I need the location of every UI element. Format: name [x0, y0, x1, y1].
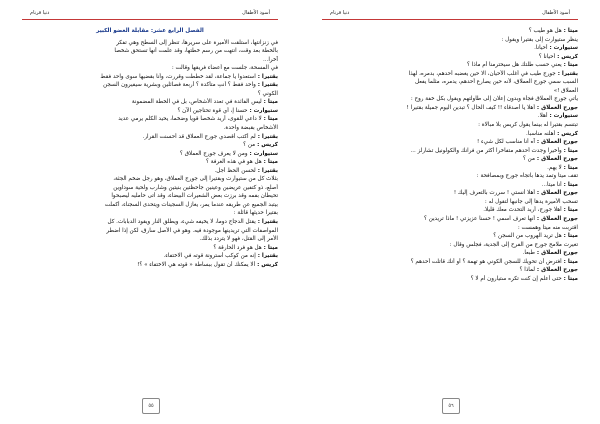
text-line — [322, 104, 578, 113]
text-lines — [22, 39, 278, 270]
speaker-name: ميتا : — [561, 164, 578, 171]
text-line — [22, 39, 278, 48]
text-line — [22, 175, 278, 184]
text-line — [322, 215, 578, 224]
right-page — [300, 0, 600, 424]
text-line — [322, 36, 578, 45]
text-line — [322, 130, 578, 139]
text-line — [322, 95, 578, 104]
page-number: ٥٦ — [442, 398, 460, 414]
line-text: ينظر ستيوارت إلى بقتيرا ويقول : — [501, 36, 578, 43]
chapter-title: الفصل الرابع عشر: مقابلة العضو الكبير — [96, 28, 204, 34]
text-line — [322, 275, 578, 284]
line-text: بثلاث كل من ستيوارت وبقتيرا إلى جورج العملاق، وهو رجل ضخم الجثة، — [113, 176, 278, 183]
text-line — [22, 244, 278, 253]
header-author: دنيا قرنام — [30, 10, 50, 16]
speaker-name: بقتيرا : — [255, 82, 278, 89]
text-line — [322, 155, 578, 164]
line-text: ومن لا يعرف جورج العملاق ؟ — [179, 150, 248, 157]
speaker-name: ميتا : — [561, 181, 578, 188]
text-line — [22, 115, 278, 124]
line-text: اقتربت منه ميتا وهمست : — [517, 224, 578, 231]
text-line — [22, 133, 278, 142]
text-line — [22, 209, 278, 218]
speaker-name: بقتيرا : — [555, 70, 578, 77]
line-text: لماذا ؟ — [519, 267, 535, 274]
line-text: يأتي جورج العملاق فجأة وبدون إعلان إلى طاولتهم ويقول بكل خفة روح : — [410, 96, 578, 103]
line-text: هل تريد الهروب من السجن ؟ — [493, 233, 562, 240]
line-text: الأمر إلى القتل، فهو لا يتردد بذلك. — [199, 236, 278, 243]
line-text: أصلع، ذو كتفين عريضين وعينين جاحظتين بنيتين وشارب ولحية سوداوين — [113, 184, 278, 191]
speaker-name: ميتا : — [561, 147, 578, 154]
line-text: استعدوا يا جماعة، لقد خططت وقررت، وأنا بقضيها سوى واحد فقط — [100, 73, 256, 80]
line-text: أهلا. — [537, 113, 548, 120]
text-line — [322, 249, 578, 258]
speaker-name: ميتا : — [261, 159, 278, 166]
speaker-name: بقتيرا : — [255, 73, 278, 80]
speaker-name: كريس : — [555, 130, 578, 137]
text-line — [22, 98, 278, 107]
text-line — [22, 141, 278, 150]
text-line — [322, 87, 578, 96]
speaker-name: جورج العملاق : — [534, 190, 578, 197]
page-number: ٥٥ — [142, 398, 160, 414]
text-line — [22, 47, 278, 56]
speaker-name: ميتا : — [261, 99, 278, 106]
text-line — [22, 184, 278, 193]
line-text: جورج طيب في أغلب الأحيان، الا حين يغضبه أحدهم، بدمره، لهذا — [408, 70, 556, 77]
line-text: واحد فقط ؟ أنتِ متأكدة ؟ أربعة فصائلين وبشرية سيفيرون السجن — [103, 82, 256, 89]
text-line — [322, 206, 578, 215]
line-text: آه أنا مناسب لكل شيء ! — [476, 139, 535, 146]
line-text: لا يهم. — [547, 164, 562, 171]
text-line — [322, 138, 578, 147]
speaker-name: بقتيرا : — [255, 219, 278, 226]
line-text: تحيطان بفمه وقد برزت بعض الشعيرات البيضاء، وقد أتى حامليه ليصبحوا — [111, 193, 278, 200]
speaker-name: ستيوارت : — [247, 150, 278, 157]
speaker-name: ميتا : — [561, 258, 578, 265]
text-line — [322, 147, 578, 156]
speaker-name: بقتيرا : — [255, 253, 278, 260]
speaker-name: ميتا : — [561, 233, 578, 240]
line-text: في المسحة، جلست مع أعضاء فريقها وقالت : — [171, 65, 278, 72]
text-line — [22, 81, 278, 90]
text-line — [322, 78, 578, 87]
line-text: بالخطة بعد وقت، انتهت من رسم خطتها، وقد علمت أنها تستحق شخصا — [114, 48, 278, 55]
text-line — [322, 198, 578, 207]
line-text: العملاق !» — [553, 87, 578, 94]
text-line — [22, 227, 278, 236]
text-line — [322, 44, 578, 53]
line-text: الكوني ؟ — [257, 90, 278, 97]
speaker-name: ستيوارت : — [547, 45, 578, 52]
text-line — [22, 124, 278, 133]
text-line — [22, 90, 278, 99]
line-text: أهلنه مناسبا. — [526, 130, 556, 137]
line-text: حسنا إ، أي قوة تحتاجين الآن ؟ — [177, 107, 248, 114]
text-lines — [322, 27, 578, 283]
text-line — [322, 232, 578, 241]
line-text: أحيانا ؟ — [538, 53, 556, 60]
line-text: أهلا أنستي ! سررت بالتعرف إليك ! — [453, 190, 535, 197]
page-body — [322, 27, 578, 390]
speaker-name: ميتا : — [561, 62, 578, 69]
line-text: أهلا جورج، أريد التحدث معك قليلا. — [483, 207, 562, 214]
speaker-name: كريس : — [255, 261, 278, 268]
line-text: من ؟ — [243, 142, 256, 149]
header-divider — [22, 19, 278, 20]
speaker-name: بقتيرا : — [255, 133, 278, 140]
line-text: لحسن الحظ أجل. — [214, 167, 256, 174]
speaker-name: جورج العملاق : — [534, 139, 578, 146]
line-text: هل هو فرد الحارقة ؟ — [213, 244, 262, 251]
text-line — [322, 241, 578, 250]
text-line — [322, 224, 578, 233]
text-line — [322, 53, 578, 62]
text-line — [22, 201, 278, 210]
speaker-name: كريس : — [255, 142, 278, 149]
text-line — [22, 261, 278, 270]
text-line — [22, 167, 278, 176]
text-line — [322, 121, 578, 130]
text-line — [22, 73, 278, 82]
line-text: هل هو في هذه الغرفة ؟ — [205, 159, 262, 166]
speaker-name: ميتا : — [561, 207, 578, 214]
speaker-name: جورج العملاق : — [534, 267, 578, 274]
line-text: الأشخاص بقبضة واحدة. — [223, 125, 278, 132]
text-line — [22, 192, 278, 201]
text-line — [322, 258, 578, 267]
line-text: بيتبد الجميع عن طريقه عندما يمر، يغازل السجينات ويتحدى السجناء، أكملت — [104, 201, 278, 208]
text-line — [322, 61, 578, 70]
speaker-name: ميتا : — [261, 244, 278, 251]
line-text: تسحب الأميرة يدها إلى جانبها لتقول له : — [484, 198, 578, 205]
line-text: إنه من كوكب أسترونة قوته في الاختفاء. — [163, 253, 256, 260]
speaker-name: ستيوارت : — [247, 107, 278, 114]
line-text: لم أكتب أقصدي جورج العملاق قد أحسنت القرار. — [142, 133, 256, 140]
text-line — [22, 56, 278, 65]
line-text: وأخيرا وجدت أحدهم متفاخرا أكثر من فرانك والكولونيل تشارلز ... — [410, 147, 562, 154]
text-line — [22, 218, 278, 227]
speaker-name: جورج العملاق : — [534, 250, 578, 257]
text-line — [22, 158, 278, 167]
line-text: ليس الفائدة في تعدد الأشخاص، بل في الخطة المضمونة — [131, 99, 262, 106]
line-text: بقتيرا حديثها قائلة : — [233, 210, 278, 217]
line-text: يعني حسب طلتك هل سيحترمنا أم ماذا ؟ — [466, 62, 562, 69]
line-text: أهلا يا أصدقاء !! كيف الحال ؟ تبدين اليوم جميلة بقتيرا ! — [406, 104, 535, 111]
page-body — [22, 27, 278, 390]
text-line — [22, 107, 278, 116]
line-text: تبتسم بقتيرا له بينما يقول كريس بلا مبالاة : — [478, 122, 578, 129]
text-line — [22, 252, 278, 261]
text-line — [22, 150, 278, 159]
line-text: لا داعي للقوى، أريد شخصا قويا وضخما، يحيد الكلم يرمي عديد — [118, 116, 262, 123]
speaker-name: بقتيرا : — [255, 167, 278, 174]
line-text: أنا ميتا... — [541, 181, 562, 188]
line-text: أنها تعرف اسمي ! حسنا عزيزتي ! ماذا تريدين ؟ — [424, 216, 535, 223]
speaker-name: كريس : — [555, 53, 578, 60]
line-text: من ؟ — [522, 156, 535, 163]
text-line — [322, 266, 578, 275]
text-line — [322, 27, 578, 36]
text-line — [322, 189, 578, 198]
line-text: ألا يمكنك أن تقول ببساطة « قوته هي الاختفاء » ؟! — [137, 261, 256, 268]
line-text: في زنزانتها، استلقت الأميرة على سريرها، تنظر إلى السطح وهي تفكر — [116, 39, 278, 46]
text-line — [322, 164, 578, 173]
line-text: أحيانا. — [534, 45, 548, 52]
speaker-name: جورج العملاق : — [534, 216, 578, 223]
header-author: دنيا قرنام — [330, 10, 350, 16]
speaker-name: جورج العملاق : — [534, 156, 578, 163]
speaker-name: ستيوارت : — [547, 113, 578, 120]
line-text: السبب سمي جورج العملاق، لأنه حين يصارع أحدهم، يدمره، مثلما يفعل — [415, 79, 578, 86]
header-divider — [322, 19, 578, 20]
text-line — [322, 70, 578, 79]
text-line — [322, 112, 578, 121]
speaker-name: ميتا : — [561, 28, 578, 34]
line-text: آخرا... — [263, 56, 278, 63]
line-text: يقتل الدجاج دوما، لا يخيفه شيء، ويطلق النار ويقود الدبابات. كل — [107, 219, 256, 226]
text-line — [22, 235, 278, 244]
line-text: تقف ميتا وتمد يدها باتجاه جورج وبمصافحة : — [476, 173, 578, 180]
speaker-name: ميتا : — [261, 116, 278, 123]
text-line — [322, 181, 578, 190]
line-text: هل هو طيب ؟ — [528, 28, 562, 34]
line-text: المواصفات التي تريدينها موجودة فيه. وهو في الأصل سارق، لكن إذا اضطر — [106, 227, 278, 234]
header-book-title: أسود الأطفال — [542, 10, 570, 16]
text-line — [22, 64, 278, 73]
speaker-name: جورج العملاق : — [534, 104, 578, 111]
text-line — [322, 172, 578, 181]
line-text: تغيرت ملامح جورج من الفرح إلى الجدية، فجلس وقال : — [449, 241, 578, 248]
speaker-name: ميتا : — [561, 275, 578, 282]
line-text: أفترض أن تحويك للسجن الكوني هو تهمة ؟ أو أنك قاتلت أحدهم ؟ — [410, 258, 562, 265]
line-text: طبعا. — [522, 250, 535, 257]
line-text: حتى أعلم إن كنت تكره ستيارون أم لا ؟ — [470, 275, 562, 282]
header-book-title: أسود الأطفال — [242, 10, 270, 16]
